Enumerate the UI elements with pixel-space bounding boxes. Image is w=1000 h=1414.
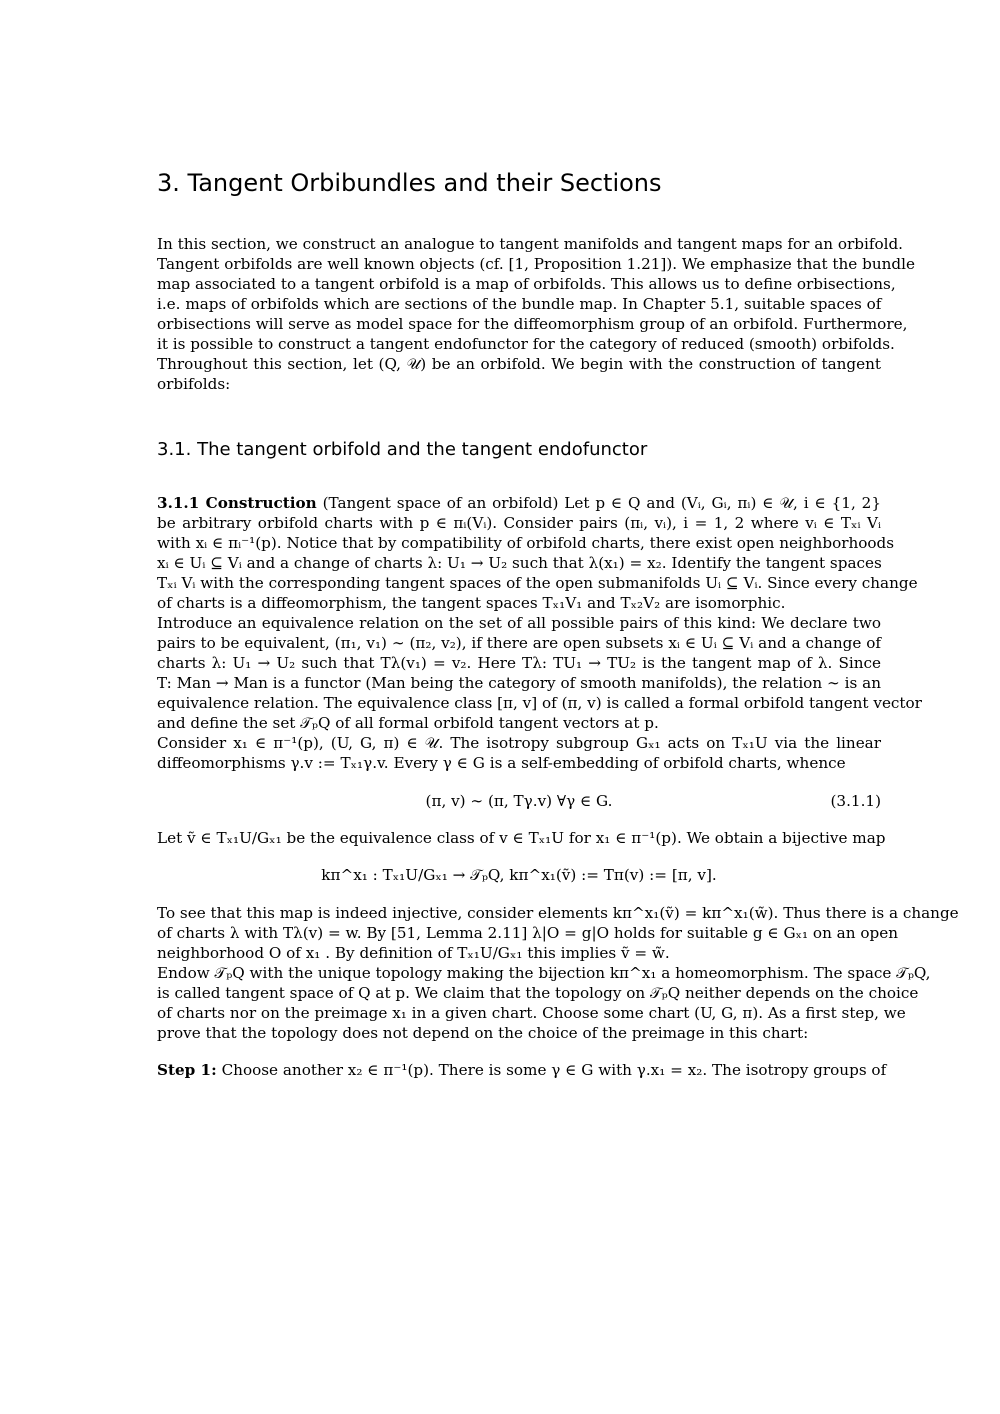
- text-line: i.e. maps of orbifolds which are sections of the bundle map. In Chapter 5.1, suitable spaces of: [157, 295, 882, 313]
- text-line: neighborhood O of x₁ . By definition of Tₓ₁U/Gₓ₁ this implies ṽ = w̃.: [157, 944, 670, 962]
- text-line: prove that the topology does not depend on the choice of the preimage in this chart:: [157, 1024, 809, 1042]
- step-1-line: [157, 1060, 887, 1080]
- text-line: equivalence relation. The equivalence class [π, v] of (π, v) is called a formal orbifold tangent vector: [157, 694, 922, 712]
- text-line: Introduce an equivalence relation on the set of all possible pairs of this kind: We declare two: [157, 614, 881, 632]
- text-span: Choose another x₂ ∈ π⁻¹(p). There is some γ ∈ G with γ.x₁ = x₂. The isotropy groups of: [221, 1061, 887, 1079]
- text-span: (Tangent space of an orbifold) Let p ∈ Q and (Vᵢ, Gᵢ, πᵢ) ∈ 𝒰, i ∈ {1, 2}: [322, 494, 882, 512]
- text-line: and define the set 𝒯ₚQ of all formal orbifold tangent vectors at p.: [157, 714, 659, 732]
- text-line: To see that this map is indeed injective, consider elements kπ^x₁(ṽ) = kπ^x₁(w̃). Thus there is a change: [157, 904, 959, 922]
- section-title: 3.1. The tangent orbifold and the tangent endofunctor: [157, 439, 648, 460]
- construction-label: 3.1.1 Construction: [157, 494, 317, 512]
- text-line: orbisections will serve as model space for the diffeomorphism group of an orbifold. Furthermore,: [157, 315, 908, 333]
- text-line: Endow 𝒯ₚQ with the unique topology making the bijection kπ^x₁ a homeomorphism. The space 𝒯ₚQ,: [157, 964, 931, 982]
- text-line: diffeomorphisms γ.v := Tₓ₁γ.v. Every γ ∈ G is a self-embedding of orbifold charts, whence: [157, 754, 846, 772]
- construction-first-line: [157, 493, 881, 513]
- text-line: pairs to be equivalent, (π₁, v₁) ∼ (π₂, v₂), if there are open subsets xᵢ ∈ Uᵢ ⊆ Vᵢ and a change of: [157, 634, 881, 652]
- text-line: xᵢ ∈ Uᵢ ⊆ Vᵢ and a change of charts λ: U₁ → U₂ such that λ(x₁) = x₂. Identify the tangent spaces: [157, 554, 882, 572]
- equation-3-1-1: [157, 791, 881, 811]
- text-line: with xᵢ ∈ πᵢ⁻¹(p). Notice that by compatibility of orbifold charts, there exist open neighborhoods: [157, 534, 895, 552]
- equation-bijective-map: kπ^x₁ : Tₓ₁U/Gₓ₁ → 𝒯ₚQ, kπ^x₁(ṽ) := Tπ(v) := [π, v].: [321, 866, 717, 884]
- text-line: orbifolds:: [157, 375, 231, 393]
- text-line: of charts nor on the preimage x₁ in a given chart. Choose some chart (U, G, π). As a first step, we: [157, 1004, 906, 1022]
- text-line: Consider x₁ ∈ π⁻¹(p), (U, G, π) ∈ 𝒰. The isotropy subgroup Gₓ₁ acts on Tₓ₁U via the linear: [157, 734, 881, 752]
- text-line: it is possible to construct a tangent endofunctor for the category of reduced (smooth) orbifolds.: [157, 335, 895, 353]
- text-line: T: Man → Man is a functor (Man being the category of smooth manifolds), the relation ∼ is an: [157, 674, 881, 692]
- chapter-title: 3. Tangent Orbibundles and their Sections: [157, 169, 662, 197]
- text-line: Throughout this section, let (Q, 𝒰) be an orbifold. We begin with the construction of tangent: [157, 355, 881, 373]
- step-label: Step 1:: [157, 1061, 217, 1079]
- text-line: Let ṽ ∈ Tₓ₁U/Gₓ₁ be the equivalence class of v ∈ Tₓ₁U for x₁ ∈ π⁻¹(p). We obtain a bijective map: [157, 829, 886, 847]
- text-line: Tₓᵢ Vᵢ with the corresponding tangent spaces of the open submanifolds Uᵢ ⊆ Vᵢ. Since every change: [157, 574, 918, 592]
- equation-body: (π, v) ∼ (π, Tγ.v) ∀γ ∈ G.: [425, 792, 613, 810]
- text-line: of charts λ with Tλ(v) = w. By [51, Lemma 2.11] λ|O = g|O holds for suitable g ∈ Gₓ₁ on an open: [157, 924, 898, 942]
- text-line: charts λ: U₁ → U₂ such that Tλ(v₁) = v₂. Here Tλ: TU₁ → TU₂ is the tangent map of λ. Since: [157, 654, 881, 672]
- text-line: map associated to a tangent orbifold is a map of orbifolds. This allows us to define orbisections,: [157, 275, 896, 293]
- text-line: is called tangent space of Q at p. We claim that the topology on 𝒯ₚQ neither depends on the choice: [157, 984, 919, 1002]
- equation-number: (3.1.1): [830, 792, 881, 810]
- text-line: be arbitrary orbifold charts with p ∈ πᵢ(Vᵢ). Consider pairs (πᵢ, vᵢ), i = 1, 2 where vᵢ ∈ Tₓᵢ Vᵢ: [157, 514, 881, 532]
- text-line: Tangent orbifolds are well known objects (cf. [1, Proposition 1.21]). We emphasize that the bundle: [157, 255, 915, 273]
- text-line: of charts is a diffeomorphism, the tangent spaces Tₓ₁V₁ and Tₓ₂V₂ are isomorphic.: [157, 594, 786, 612]
- text-line: In this section, we construct an analogue to tangent manifolds and tangent maps for an orbifold.: [157, 235, 904, 253]
